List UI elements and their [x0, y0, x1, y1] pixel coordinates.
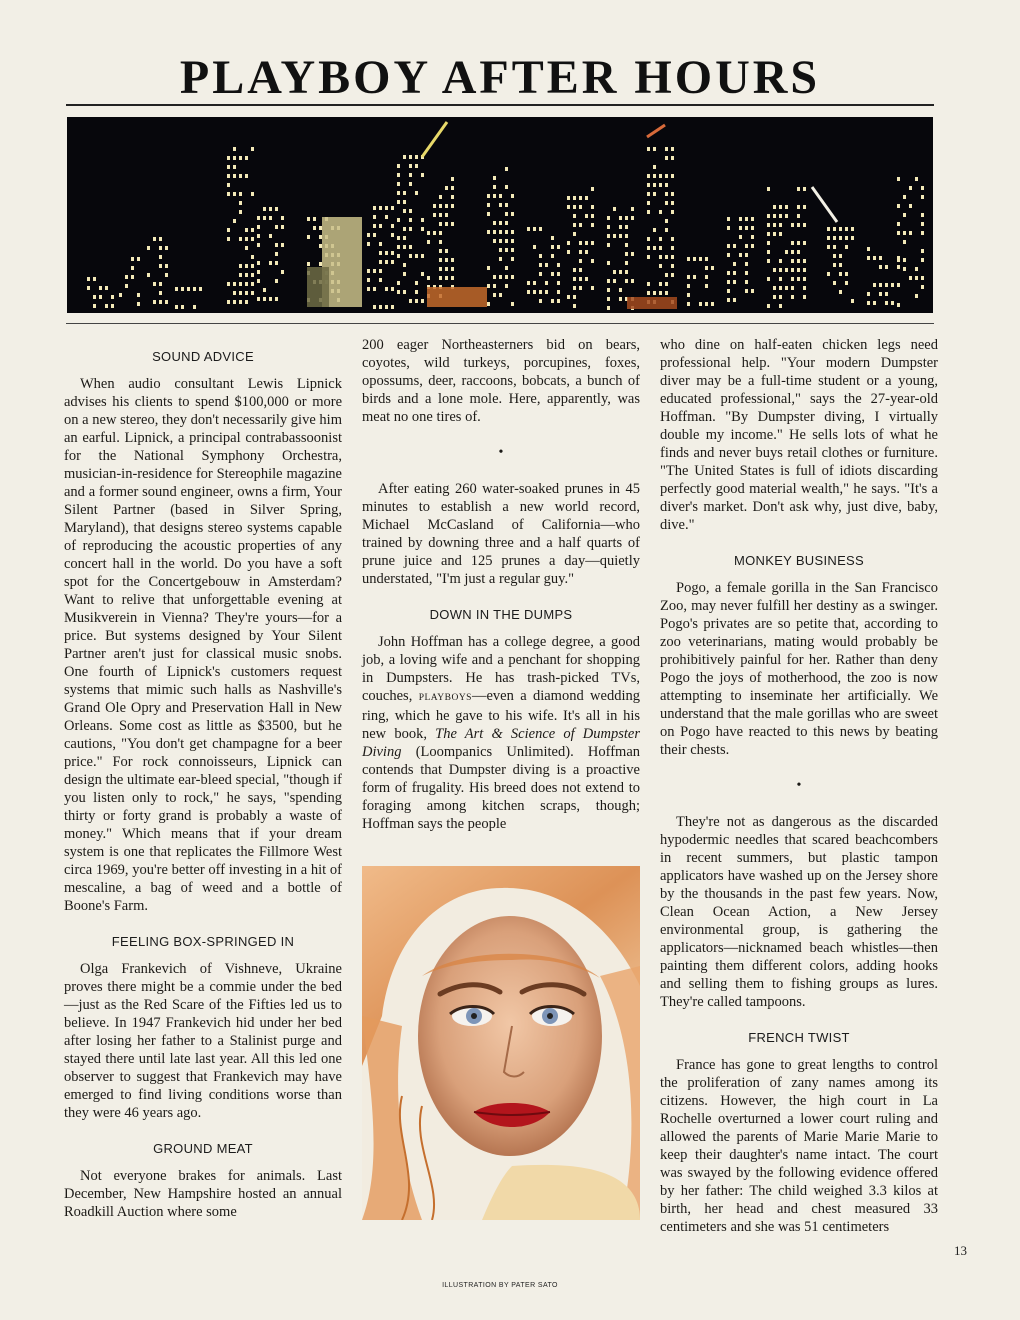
page-title: PLAYBOY AFTER HOURS [179, 51, 821, 104]
separator-dot: • [498, 445, 504, 460]
article-dumps [362, 633, 640, 833]
article-ground-meat-continued: 200 eager Northeasterners bid on bears, coyotes, wild turkeys, porcupines, foxes, opossums, deer, raccoons, bobcats, a bunch of birds and a lone mole. Here, apparently, was meat no one tires of. [362, 337, 640, 425]
heading-monkey-business: MONKEY BUSINESS [734, 553, 864, 568]
article-dumps-continued: who dine on half-eaten chicken legs need professional help. "Your modern Dumpster diver may be a full-time student or a young, educated professional," says the 27-year-old Hoffman. "By Dumpster diving, I virtually double my income." He sells lots of what he finds and never buys retail clothes or furniture. "The United States is full of idiots discarding perfectly good material wealth," he says. "It's a diver's market. Don't ask why, just dive, baby, dive." [660, 337, 938, 533]
dumps-text-c: (Loompanics Unlimited). Hoffman contends that Dumpster diving is a proactive form of frugality. His breed does not extend to foraging among kitchen scraps, though; Hoffman says the people [362, 744, 640, 832]
illustration-credit: ILLUSTRATION BY PATER SATO [442, 1282, 558, 1289]
article-box-springed: Olga Frankevich of Vishneve, Ukraine proves there might be a commie under the bed—just as the Red Scare of the Fifties led us to believe. In 1947 Frankevich hid under her bed after losing her father to a Stalinist purge and stayed there until late last year. All this led one observer to suggest that Frankevich may have emerged to find living conditions worse than they were 46 years ago. [64, 961, 342, 1121]
column-3 [660, 337, 938, 1236]
article-sound-advice: When audio consultant Lewis Lipnick advises his clients to spend $100,000 or more on a new stereo, they don't necessarily give him an earful. Lipnick, a principal contrabassoonist for the National Symphony Orchestra, musician-in-residence for Stereophile magazine and a former sound engineer, owns a firm, Your Silent Partner (based in Silver Spring, Maryland), that designs stereo systems capable of reproducing the acoustic properties of any concert hall in the world. Do you have a soft spot for the Concertgebouw in Amsterdam? Want to relive that unforgettable evening at Musikverein in Vienna? They're yours—for a price. But systems designed by Your Silent Partner aren't just for classical music snobs. One fourth of Lipnick's customers request systems that mimic such halls as Nashville's Grand Ole Opry and Preservation Hall in New Orleans. Some cost as little as $3500, but he cautions, "You don't get champagne for a beer price." For rock connoisseurs, Lipnick can design the ultimate ear-bleed special, "though if you listen only to rock," he says, "spending thirty or forty grand is probably a waste of money." Which means that if your dream system is one that replicates the Fillmore West circa 1969, you're better off investing in a hit of mescaline, a bag of weed and a bottle of Boone's Farm. [64, 376, 342, 914]
column-1 [64, 344, 342, 1221]
heading-ground-meat: GROUND MEAT [153, 1141, 253, 1156]
heading-down-in-the-dumps: DOWN IN THE DUMPS [429, 607, 573, 622]
dumps-text-b: —even a diamond wedding ring, which he gave to his wife. It's all in his new book, [362, 688, 640, 742]
article-ground-meat: Not everyone brakes for animals. Last December, New Hampshire hosted an annual Roadkill Auction where some [64, 1168, 342, 1220]
city-skyline-illustration [67, 117, 933, 313]
title-rule [66, 104, 934, 106]
article-french-twist: France has gone to great lengths to control the proliferation of zany names among its citizens. However, the high court in La Rochelle overturned a lower court ruling and allowed the parents of Marie Marie Marie to keep their daughter's name intact. The court was swayed by the following evidence offered by her father: The child weighed 3.3 kilos at birth, her head and chest measured 33 centimeters and she was 51 centimeters [660, 1057, 938, 1235]
article-monkey-business: Pogo, a female gorilla in the San Francisco Zoo, may never fulfill her destiny as a swinger. Pogo's privates are so petite that, according to zoo veterinarians, mating would probably be prohibitively painful for her. Rather than deny Pogo the joys of motherhood, the zoo is now attempting to inseminate her artificially. We understand that the male gorillas who are sweet on Pogo have reacted to this news by beating their chests. [660, 580, 938, 758]
heading-sound-advice: SOUND ADVICE [152, 349, 254, 364]
dumps-brand: PLAYBOYS [418, 693, 472, 703]
portrait-illustration [362, 866, 640, 1220]
dumps-text-a: John Hoffman has a college degree, a good job, a loving wife and a penchant for shopping in Dumpsters. He has trash-picked TVs, couches, [362, 634, 640, 704]
article-prunes: After eating 260 water-soaked prunes in 45 minutes to establish a new world record, Michael McCasland of California—who trained by downing three and a half quarts of prune juice and 125 prunes a day—quietly understated, "I'm just a regular guy." [362, 481, 640, 587]
heading-french-twist: FRENCH TWIST [748, 1030, 850, 1045]
separator-dot-2: • [796, 778, 802, 793]
article-tampoons: They're not as dangerous as the discarded hypodermic needles that scared beachcombers in recent summers, but plastic tampon applicators have washed up on the Jersey shore by the thousands in the past few years. Now, Clean Ocean Action, a New Jersey environmental group, is gathering the applicators—nicknamed beach whistles—then painting them different colors, adding hooks and selling them to fishing groups as lures. They're called tampoons. [660, 814, 938, 1010]
dumps-book-title: The Art & Science of Dumpster Diving [362, 726, 640, 760]
heading-box-springed: FEELING BOX-SPRINGED IN [111, 934, 295, 949]
banner-rule [66, 323, 934, 324]
column-2 [362, 337, 640, 833]
page-number: 13 [954, 1243, 967, 1258]
